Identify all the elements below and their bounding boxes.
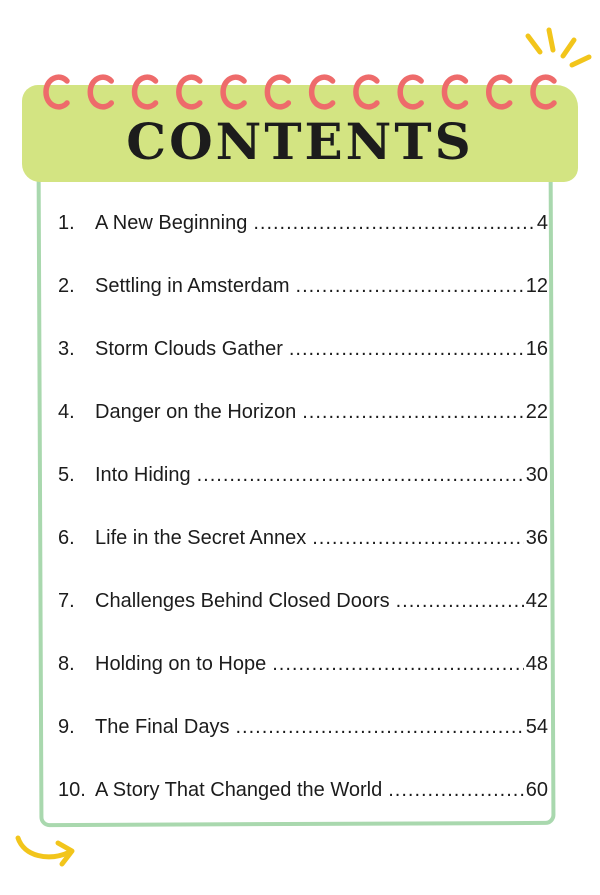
entry-page-number: 54 [525, 716, 548, 738]
toc-entry[interactable] [58, 633, 548, 696]
toc-entry[interactable] [58, 696, 548, 759]
spiral-ring [179, 77, 200, 107]
entry-title: Storm Clouds Gather [95, 338, 283, 360]
toc-entry[interactable] [58, 255, 548, 318]
spiral-ring [356, 77, 377, 107]
entry-title: A New Beginning [95, 212, 248, 234]
spiral-ring [533, 77, 554, 107]
entry-number: 4. [58, 401, 75, 423]
toc-entry[interactable] [58, 381, 548, 444]
dot-leader [197, 464, 524, 487]
dot-leader [296, 275, 524, 298]
curved-arrow-icon [18, 838, 72, 864]
entry-page-number: 42 [525, 590, 548, 612]
entry-number: 3. [58, 338, 75, 360]
entry-page-number: 30 [525, 464, 548, 486]
toc-entry[interactable] [58, 570, 548, 633]
entry-title: Danger on the Horizon [95, 401, 297, 423]
toc-entry[interactable] [58, 759, 548, 822]
entry-page-number: 4 [536, 212, 548, 234]
spiral-ring [444, 77, 465, 107]
spiral-ring [90, 77, 111, 107]
toc-entry[interactable] [58, 192, 548, 255]
entry-title: Into Hiding [95, 464, 191, 486]
spiral-ring [267, 77, 288, 107]
spiral-ring [489, 77, 510, 107]
entry-title: Life in the Secret Annex [95, 527, 307, 549]
entry-title: Challenges Behind Closed Doors [95, 590, 390, 612]
dot-leader [289, 338, 524, 361]
entry-number: 7. [58, 590, 75, 612]
dot-leader [272, 653, 524, 676]
page-title: CONTENTS [126, 112, 474, 171]
entry-title: A Story That Changed the World [95, 779, 383, 801]
dot-leader [253, 212, 535, 235]
entry-number: 1. [58, 212, 75, 234]
entry-page-number: 60 [525, 779, 548, 801]
entry-page-number: 22 [525, 401, 548, 423]
spiral-ring [46, 77, 67, 107]
entry-number: 8. [58, 653, 75, 675]
toc-entry[interactable] [58, 318, 548, 381]
dot-leader [236, 716, 524, 739]
entry-page-number: 12 [525, 275, 548, 297]
entry-number: 6. [58, 527, 75, 549]
toc-entry[interactable] [58, 507, 548, 570]
spiral-ring [312, 77, 333, 107]
dot-leader [396, 590, 524, 613]
entry-number: 2. [58, 275, 75, 297]
entry-number: 9. [58, 716, 75, 738]
spiral-ring [135, 77, 156, 107]
dot-leader [302, 401, 524, 424]
spiral-ring [223, 77, 244, 107]
toc-entry[interactable] [58, 444, 548, 507]
dot-leader [388, 779, 524, 802]
entry-title: The Final Days [95, 716, 230, 738]
spiral-rings [0, 0, 600, 130]
entry-number: 10. [58, 779, 86, 801]
entry-number: 5. [58, 464, 75, 486]
entry-title: Settling in Amsterdam [95, 275, 290, 297]
spiral-ring [400, 77, 421, 107]
toc-list [58, 192, 548, 822]
entry-title: Holding on to Hope [95, 653, 267, 675]
entry-page-number: 48 [525, 653, 548, 675]
entry-page-number: 16 [525, 338, 548, 360]
dot-leader [312, 527, 524, 550]
entry-page-number: 36 [525, 527, 548, 549]
